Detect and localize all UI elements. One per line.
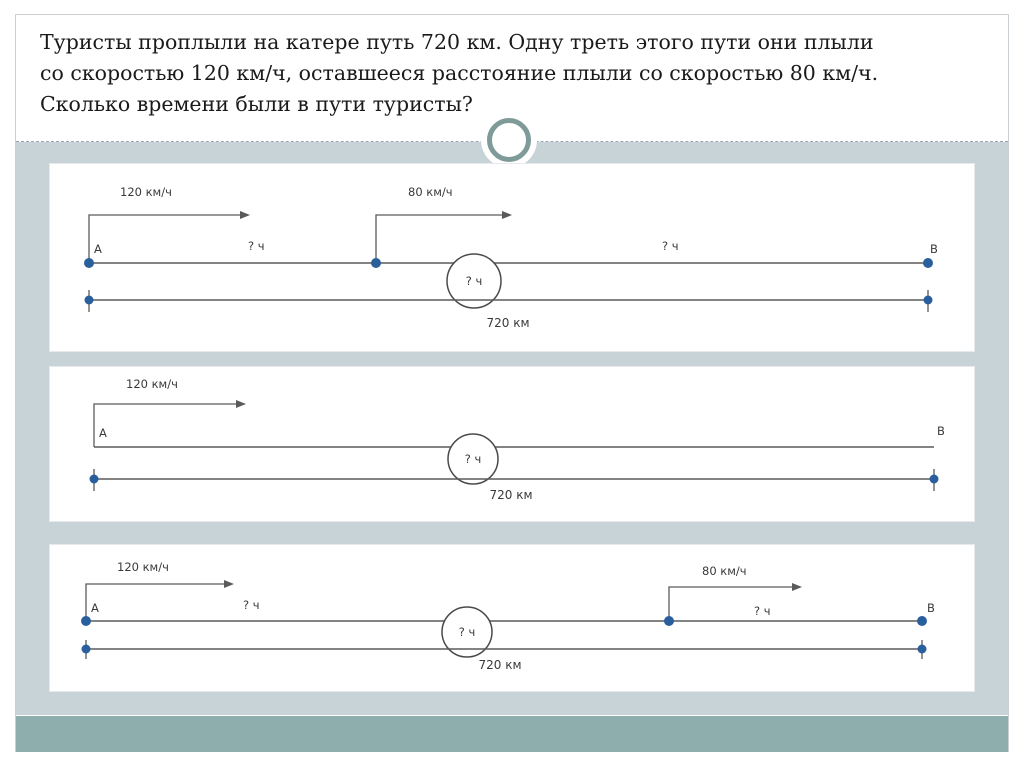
footer-bar: [16, 716, 1008, 752]
problem-statement: [40, 27, 984, 120]
speed-label-2: 80 км/ч: [408, 185, 453, 199]
diagram-1-svg: [50, 164, 974, 351]
speed-label-2: 80 км/ч: [702, 564, 747, 578]
distance-label: 720 км: [486, 316, 530, 330]
arrow-head-icon: [240, 211, 250, 219]
point-b-label: B: [930, 242, 938, 256]
speed-change-dot: [664, 616, 674, 626]
problem-line-2: со скоростью 120 км/ч, оставшееся расстояние плыли со скоростью 80 км/ч.: [40, 61, 879, 85]
diagram-2-svg: [50, 367, 974, 521]
time-label-1: ? ч: [243, 598, 260, 612]
distance-dot-right: [918, 645, 927, 654]
time-label-2: ? ч: [662, 239, 679, 253]
point-a-label: A: [94, 242, 102, 256]
point-a-dot: [81, 616, 91, 626]
total-time-label: ? ч: [465, 274, 483, 288]
distance-label: 720 км: [478, 658, 522, 672]
point-b-label: B: [927, 601, 935, 615]
speed-label-1: 120 км/ч: [120, 185, 172, 199]
speed-arrow-1: [94, 404, 236, 447]
distance-dot-left: [85, 296, 94, 305]
diagram-panel-3: [50, 545, 974, 691]
distance-label: 720 км: [489, 488, 533, 502]
problem-line-3: Сколько времени были в пути туристы?: [40, 92, 473, 116]
speed-arrow-1: [86, 584, 224, 621]
total-time-label: ? ч: [458, 625, 476, 639]
point-a-label: A: [91, 601, 99, 615]
time-label-2: ? ч: [754, 604, 771, 618]
speed-change-dot: [371, 258, 381, 268]
point-b-label: B: [937, 424, 945, 438]
arrow-head-icon: [236, 400, 246, 408]
speed-label-1: 120 км/ч: [117, 560, 169, 574]
diagram-3-svg: [50, 545, 974, 691]
point-b-dot: [923, 258, 933, 268]
speed-label-1: 120 км/ч: [126, 377, 178, 391]
arrow-head-icon: [224, 580, 234, 588]
distance-dot-right: [924, 296, 933, 305]
point-a-label: A: [99, 426, 107, 440]
diagram-panel-1: [50, 164, 974, 351]
speed-arrow-1: [89, 215, 240, 263]
point-b-dot: [917, 616, 927, 626]
arrow-head-icon: [792, 583, 802, 591]
arrow-head-icon: [502, 211, 512, 219]
total-time-label: ? ч: [464, 452, 482, 466]
distance-dot-right: [930, 475, 939, 484]
ring-ornament-icon: [487, 118, 531, 162]
speed-arrow-2: [669, 587, 792, 621]
distance-dot-left: [82, 645, 91, 654]
time-label-1: ? ч: [248, 239, 265, 253]
diagram-panel-2: [50, 367, 974, 521]
point-a-dot: [84, 258, 94, 268]
distance-dot-left: [90, 475, 99, 484]
problem-line-1: Туристы проплыли на катере путь 720 км. Одну треть этого пути они плыли: [40, 30, 874, 54]
